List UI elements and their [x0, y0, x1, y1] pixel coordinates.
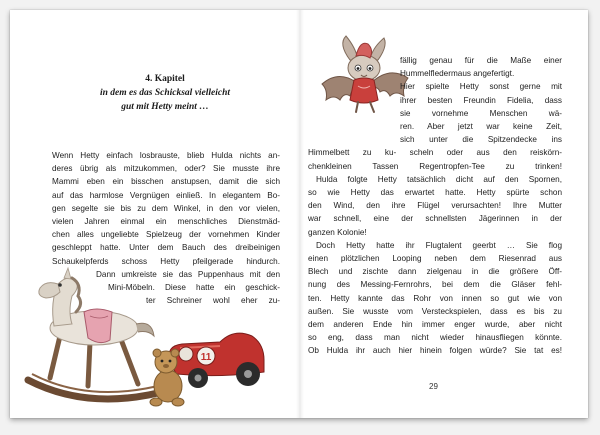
text-line: deres übrig als mitzukommen, oder? Sie musste ihre: [52, 164, 280, 174]
text-line: sie vornehme Menschen wä-: [400, 108, 562, 118]
book-spread: [10, 10, 588, 418]
text-line: so wie Hetty das erwartet hatte. Hetty spürte schon: [308, 188, 562, 198]
text-line: so eng, dass man nicht wieder hinausfliegen könnte.: [308, 333, 562, 343]
text-line: außen. Sie wusste vom Versteckspielen, dass es bis zu: [308, 306, 562, 316]
text-line: gen segelte sie bis zu dem Winkel, in den vor vielen,: [52, 203, 280, 213]
text-line: einen plötzlichen Looping neben dem Riesenrad aus: [308, 254, 562, 264]
text-line: Himmelbett zu ku- scheln oder aus den reiskörn-: [308, 148, 562, 158]
chapter-title: 4. Kapitel: [145, 74, 185, 84]
race-car-icon: [169, 333, 264, 388]
text-line: Wenn Hetty einfach losbrauste, blieb Hulda nichts an-: [52, 151, 280, 160]
text-line: Ob Hulda ihr auch hier hinein folgen würde? Sie tat es!: [308, 346, 562, 356]
text-line: nung des Messing-Fernrohrs, bei dem die Gläser fehl-: [308, 280, 562, 290]
text-line: dem anderen Ende hin immer enger wurde, aber nicht: [308, 320, 562, 330]
text-line: Hummelfledermaus angefertigt.: [400, 69, 515, 79]
text-line: Hulda folgte Hetty tatsächlich dicht auf den Spornen,: [316, 174, 562, 184]
text-line: war schnell, eine der schnellsten Jägerinnen in der: [308, 214, 562, 224]
text-line: ganzen Kolonie!: [308, 227, 367, 237]
text-line: chen alles ungeliebte Spielzeug der vornehmen Kinder: [52, 230, 280, 240]
page-number: 29: [429, 382, 438, 391]
text-line: ren. Aber jetzt war keine Zeit,: [400, 122, 562, 132]
text-line: sich unter die Spitzendecke ins: [400, 135, 562, 145]
text-line: auf das harmlose Vergnügen einließ. In elegantem Bo-: [52, 190, 280, 200]
text-line: den Wind, den ihre Flügel verursachten! Ihre Mutter: [308, 201, 562, 211]
text-line: Hier spielte Hetty sonst gerne mit: [400, 82, 562, 92]
chapter-heading: [50, 72, 280, 114]
text-line: fällig genau für die Maße einer: [400, 56, 562, 65]
right-page: [300, 10, 588, 418]
text-line: ihrer besten Freundin Fidelia, dass: [400, 95, 562, 105]
left-page: [10, 10, 300, 418]
text-line: ten. Hetty kannte das Rohr von innen so gut wie von: [308, 293, 562, 303]
text-line: ter Schreiner wohl eher zu-: [146, 296, 280, 306]
right-page-text: [308, 54, 562, 358]
toys-icon: [20, 262, 270, 412]
text-line: vielen Jahren einmal ein menschliches Dienstmäd-: [52, 217, 280, 227]
text-line: Mini-Möbeln. Diese hatte ein geschick-: [108, 283, 280, 293]
text-line: Doch Hetty hatte ihr Flugtalent geerbt … Sie flog: [316, 240, 562, 250]
text-line: geschleppt hatte. Unter dem Bauch des dreibeinigen: [52, 243, 280, 253]
chapter-subtitle-line-1: in dem es das Schicksal vielleicht: [99, 88, 231, 98]
chapter-subtitle-line-2: gut mit Hetty meint …: [121, 102, 209, 112]
text-line: Mammi eben ein bisschen anstupsen, damit die sich: [52, 177, 280, 187]
race-car-number: 11: [200, 352, 212, 363]
text-line: chenkleinen Tassen Regentropfen-Tee zu trinken!: [308, 161, 562, 171]
text-line: Dann umkreiste sie das Puppenhaus mit den: [96, 269, 280, 279]
text-line: Schaukelpferds schoss Hetty pfeilgerade hindurch.: [52, 256, 280, 266]
text-line: Blech und zischte dann zielgenau in die größere Öff-: [308, 267, 562, 277]
